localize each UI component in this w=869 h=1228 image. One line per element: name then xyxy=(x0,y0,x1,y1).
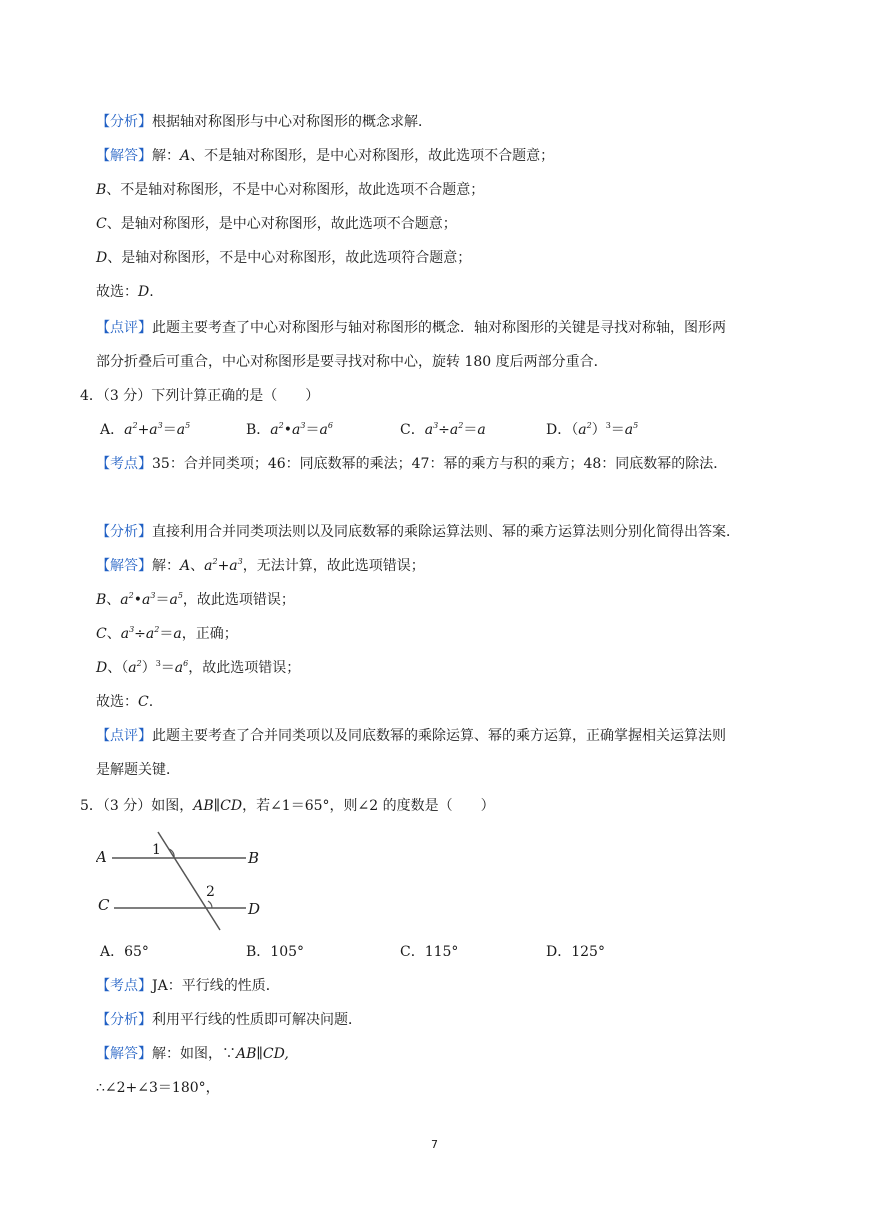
q5-answer-line xyxy=(96,1044,289,1064)
analysis-text: 直接利用合并同类项法则以及同底数幂的乘除运算法则、幂的乘方运算法则分别化简得出答案． xyxy=(152,524,740,540)
label-d: D xyxy=(248,900,261,918)
question-stem: 4．（3 分）下列计算正确的是（ ） xyxy=(80,388,320,404)
q5-last-line xyxy=(96,1078,220,1098)
option-letter: A xyxy=(180,148,191,164)
q3-comment-line-2 xyxy=(96,352,608,372)
option-prefix: D． xyxy=(546,422,572,438)
option-letter: C xyxy=(96,216,107,232)
analysis-tag: 【分析】 xyxy=(96,1012,152,1028)
angle-2-label: 2 xyxy=(206,884,215,900)
option-formula: $a^2$ xyxy=(449,421,464,438)
comment-text: 此题主要考查了中心对称图形与轴对称图形的概念．轴对称图形的关键是寻找对称轴，图形两 xyxy=(152,320,726,336)
option-formula: $a^2+a^3$ xyxy=(124,421,163,438)
q3-answer-line-d xyxy=(96,248,471,268)
answer-tag: 【解答】 xyxy=(96,558,152,574)
option-formula-rhs: a xyxy=(477,422,486,438)
q5-option-b xyxy=(246,942,304,962)
answer-text: 、是轴对称图形，是中心对称图形，故此选项不合题意； xyxy=(106,216,457,232)
q4-solution-line-c: C、$a^3\div a^2=a$，正确； xyxy=(96,625,238,642)
analysis-tag: 【分析】 xyxy=(96,114,152,130)
option-formula: $a^2$ xyxy=(578,421,592,438)
comment-text: 此题主要考查了合并同类项以及同底数幂的乘除运算、幂的乘方运算，正确掌握相关运算法则 xyxy=(152,728,726,744)
answer-text: 、是轴对称图形，不是中心对称图形，故此选项符合题意； xyxy=(107,250,472,266)
q3-answer-line-c xyxy=(96,214,457,234)
option-formula-eq: ＝ xyxy=(162,422,177,438)
q5-kaodian-line xyxy=(96,976,280,996)
choose-letter: D xyxy=(138,284,150,300)
question-stem-suffix: ，若∠1＝65°，则∠2 的度数是（ ） xyxy=(242,798,495,814)
analysis-tag: 【分析】 xyxy=(96,524,152,540)
comment-text: 部分折叠后可重合，中心对称图形是要寻找对称中心，旋转 180 度后两部分重合． xyxy=(96,354,608,370)
comment-tag: 【点评】 xyxy=(96,728,152,744)
solution-formula: $a^3$ xyxy=(120,625,135,642)
solution-formula: $a^5$ xyxy=(169,591,183,608)
q5-option-c xyxy=(400,942,458,962)
option-text: D．125° xyxy=(546,944,605,960)
transversal xyxy=(158,832,220,930)
answer-comma: , xyxy=(284,1046,289,1062)
q4-option-a xyxy=(100,420,190,440)
solution-formula: $a^2+a^3$ xyxy=(204,557,243,574)
comment-tag: 【点评】 xyxy=(96,320,152,336)
option-text: C．115° xyxy=(400,944,459,960)
q4-solution-line-b: B、$a^2•a^3=a^5$，故此选项错误； xyxy=(96,591,295,608)
question-stem: 5．（3 分）如图， xyxy=(80,798,194,814)
kaodian-tag: 【考点】 xyxy=(96,456,152,472)
label-b: B xyxy=(248,849,260,867)
q3-comment-line-1 xyxy=(96,318,726,338)
kaodian-text: 35：合并同类项；46：同底数幂的乘法；47：幂的乘方与积的乘方；48：同底数幂的除法． xyxy=(152,456,728,472)
choose-prefix: 故选： xyxy=(96,284,138,300)
q3-choose-line xyxy=(96,282,154,302)
choose-suffix: . xyxy=(148,694,154,710)
solution-text: ，故此选项错误； xyxy=(182,592,295,608)
segment-cd: CD xyxy=(220,798,243,814)
segment-ab: AB xyxy=(236,1046,257,1062)
q4-analysis-line xyxy=(96,522,740,542)
choose-suffix: . xyxy=(149,284,154,300)
q4-option-b: B．$a^2•a^3=a^6$ xyxy=(246,421,333,438)
angle-1-label: 1 xyxy=(152,842,161,858)
answer-text: ∴∠2+∠3＝180°， xyxy=(96,1080,220,1096)
solution-formula: $a^3$ xyxy=(142,591,156,608)
answer-intro: 解： xyxy=(152,148,180,164)
choose-prefix: 故选： xyxy=(96,694,138,710)
solution-formula: $a^2$ xyxy=(145,625,160,642)
solution-formula: $a^2$ xyxy=(128,659,142,676)
answer-tag: 【解答】 xyxy=(96,1046,152,1062)
kaodian-text: JA：平行线的性质． xyxy=(152,978,280,994)
option-formula-rhs: $a^6$ xyxy=(319,421,333,438)
segment-ab: AB xyxy=(193,798,214,814)
answer-intro: 解：如图，∵ xyxy=(152,1046,236,1062)
label-c: C xyxy=(98,896,110,914)
option-formula: $a^2$ xyxy=(270,421,284,438)
solution-text: ，无法计算，故此选项错误； xyxy=(242,558,425,574)
solution-formula: a xyxy=(173,626,182,642)
angle-2-arc xyxy=(208,901,212,908)
q3-answer-line-a xyxy=(96,146,554,166)
q4-solution-line-d: D、$(a^2)^3=a^6$，故此选项错误； xyxy=(96,659,301,676)
answer-text: 、不是轴对称图形，是中心对称图形，故此选项不合题意； xyxy=(190,148,555,164)
parallel-symbol: ∥ xyxy=(256,1046,263,1062)
q5-option-a xyxy=(100,942,149,962)
option-letter: A xyxy=(180,558,191,574)
parallel-lines-figure xyxy=(96,830,266,934)
option-prefix: C． xyxy=(400,422,425,438)
q5-analysis-line xyxy=(96,1010,362,1030)
q3-answer-line-b xyxy=(96,180,484,200)
option-letter: B xyxy=(96,182,107,198)
answer-tag: 【解答】 xyxy=(96,148,152,164)
q4-stem xyxy=(80,386,319,406)
label-a: A xyxy=(96,848,107,866)
option-formula-rhs: $a^5$ xyxy=(176,421,191,438)
option-formula: $a^3$ xyxy=(292,421,306,438)
segment-cd: CD xyxy=(262,1046,285,1062)
option-letter: D xyxy=(96,250,108,266)
choose-letter: C xyxy=(138,694,149,710)
q4-kaodian-line xyxy=(96,454,727,474)
q3-analysis-line xyxy=(96,112,432,132)
option-text: A．65° xyxy=(100,944,149,960)
q4-comment-line-2 xyxy=(96,760,180,780)
option-formula-rhs: $a^5$ xyxy=(624,421,639,438)
solution-formula: $a^6$ xyxy=(174,659,189,676)
answer-intro: 解： xyxy=(152,558,180,574)
q4-comment-line-1 xyxy=(96,726,726,746)
q4-option-c: C．$a^3\div a^2=a$ xyxy=(400,421,486,438)
q4-choose-line xyxy=(96,692,153,712)
option-letter: C xyxy=(96,626,107,642)
q4-solution-line-a: 【解答】解：A、$a^2+a^3$，无法计算，故此选项错误； xyxy=(96,557,425,574)
option-letter: D xyxy=(96,660,108,676)
analysis-text: 根据轴对称图形与中心对称图形的概念求解． xyxy=(152,114,432,130)
solution-formula: $a^2$ xyxy=(120,591,134,608)
q5-option-d xyxy=(546,942,605,962)
solution-text: ，正确； xyxy=(181,626,238,642)
option-prefix: B． xyxy=(246,422,271,438)
answer-text: 、不是轴对称图形，不是中心对称图形，故此选项不合题意； xyxy=(106,182,485,198)
comment-text: 是解题关键． xyxy=(96,762,180,778)
option-text: B．105° xyxy=(246,944,305,960)
q4-option-d: D．$(a^2)^3=a^5$ xyxy=(546,421,639,438)
parallel-symbol: ∥ xyxy=(213,798,221,814)
option-formula: $a^3$ xyxy=(424,421,439,438)
option-letter: B xyxy=(96,592,107,608)
q5-stem xyxy=(80,796,495,816)
analysis-text: 利用平行线的性质即可解决问题． xyxy=(152,1012,362,1028)
kaodian-tag: 【考点】 xyxy=(96,978,152,994)
page-number: 7 xyxy=(431,1138,438,1151)
solution-text: ，故此选项错误； xyxy=(188,660,301,676)
option-prefix: A． xyxy=(100,422,125,438)
